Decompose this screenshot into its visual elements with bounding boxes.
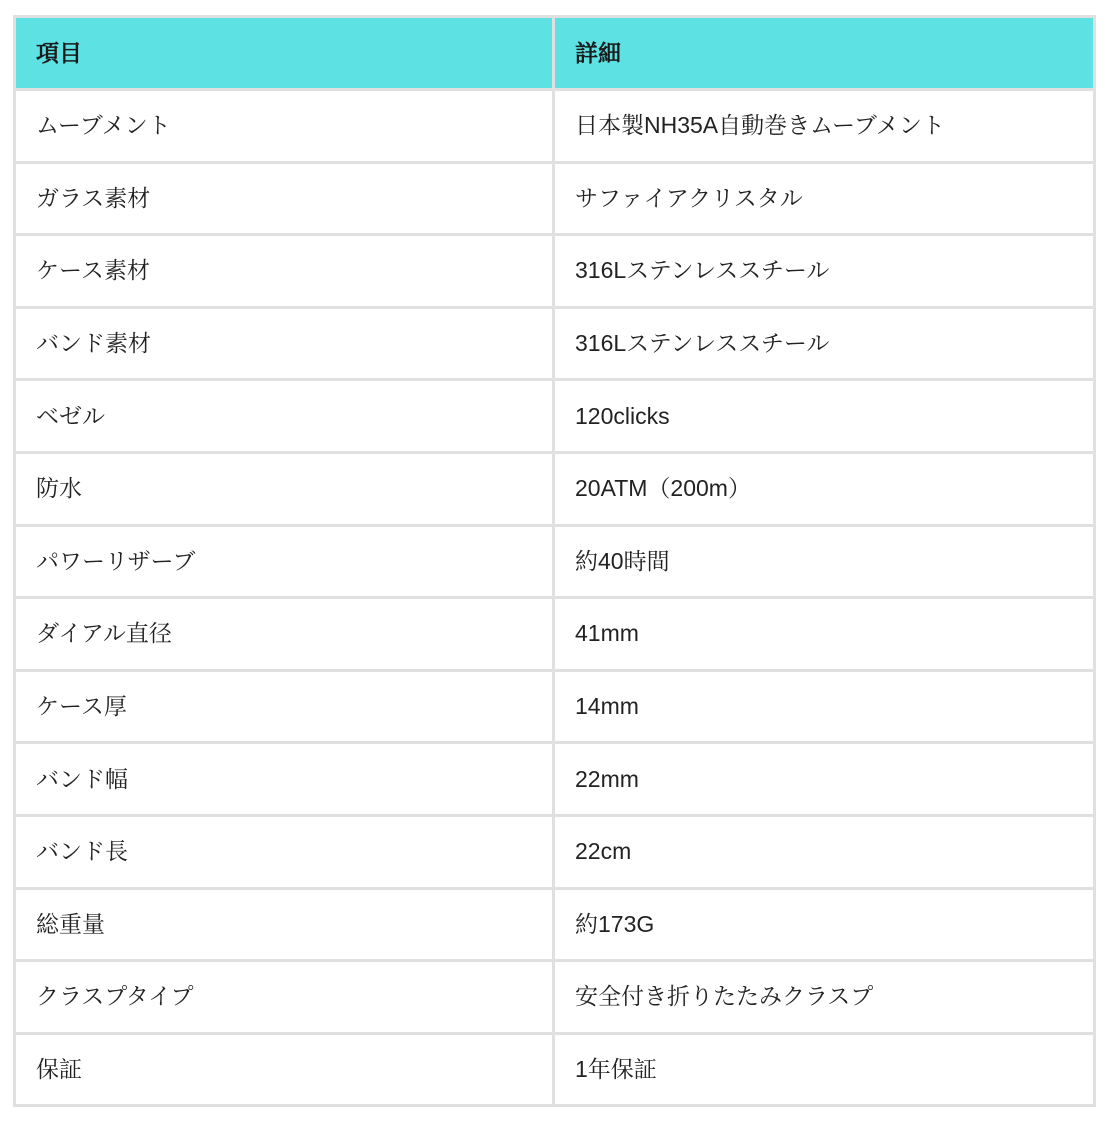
table-row	[15, 235, 1095, 308]
detail-cell: 41mm	[554, 598, 1095, 671]
detail-cell: 約40時間	[554, 525, 1095, 598]
item-cell: ケース素材	[15, 235, 554, 308]
item-cell: ムーブメント	[15, 90, 554, 163]
table-row	[15, 1033, 1095, 1106]
table-row	[15, 162, 1095, 235]
table-row	[15, 380, 1095, 453]
table-row	[15, 90, 1095, 163]
table-row	[15, 598, 1095, 671]
item-cell: ケース厚	[15, 670, 554, 743]
detail-cell: 316Lステンレススチール	[554, 235, 1095, 308]
column-header-detail: 詳細	[554, 17, 1095, 90]
detail-cell: サファイアクリスタル	[554, 162, 1095, 235]
table-row	[15, 307, 1095, 380]
detail-cell: 14mm	[554, 670, 1095, 743]
column-header-item: 項目	[15, 17, 554, 90]
item-cell: 保証	[15, 1033, 554, 1106]
table-row	[15, 525, 1095, 598]
header-row	[15, 17, 1095, 90]
table-row	[15, 452, 1095, 525]
item-cell: バンド幅	[15, 743, 554, 816]
spec-table	[13, 15, 1096, 1107]
item-cell: 防水	[15, 452, 554, 525]
detail-cell: 22mm	[554, 743, 1095, 816]
detail-cell: 1年保証	[554, 1033, 1095, 1106]
item-cell: 総重量	[15, 888, 554, 961]
detail-cell: 安全付き折りたたみクラスプ	[554, 961, 1095, 1034]
detail-cell: 日本製NH35A自動巻きムーブメント	[554, 90, 1095, 163]
item-cell: クラスプタイプ	[15, 961, 554, 1034]
table-header	[15, 17, 1095, 90]
table-row	[15, 743, 1095, 816]
item-cell: バンド長	[15, 815, 554, 888]
detail-cell: 約173G	[554, 888, 1095, 961]
item-cell: ベゼル	[15, 380, 554, 453]
item-cell: ダイアル直径	[15, 598, 554, 671]
detail-cell: 316Lステンレススチール	[554, 307, 1095, 380]
detail-cell: 20ATM（200m）	[554, 452, 1095, 525]
detail-cell: 120clicks	[554, 380, 1095, 453]
detail-cell: 22cm	[554, 815, 1095, 888]
item-cell: ガラス素材	[15, 162, 554, 235]
table-row	[15, 961, 1095, 1034]
table-body	[15, 90, 1095, 1106]
table-row	[15, 815, 1095, 888]
table-row	[15, 888, 1095, 961]
item-cell: バンド素材	[15, 307, 554, 380]
item-cell: パワーリザーブ	[15, 525, 554, 598]
table-row	[15, 670, 1095, 743]
